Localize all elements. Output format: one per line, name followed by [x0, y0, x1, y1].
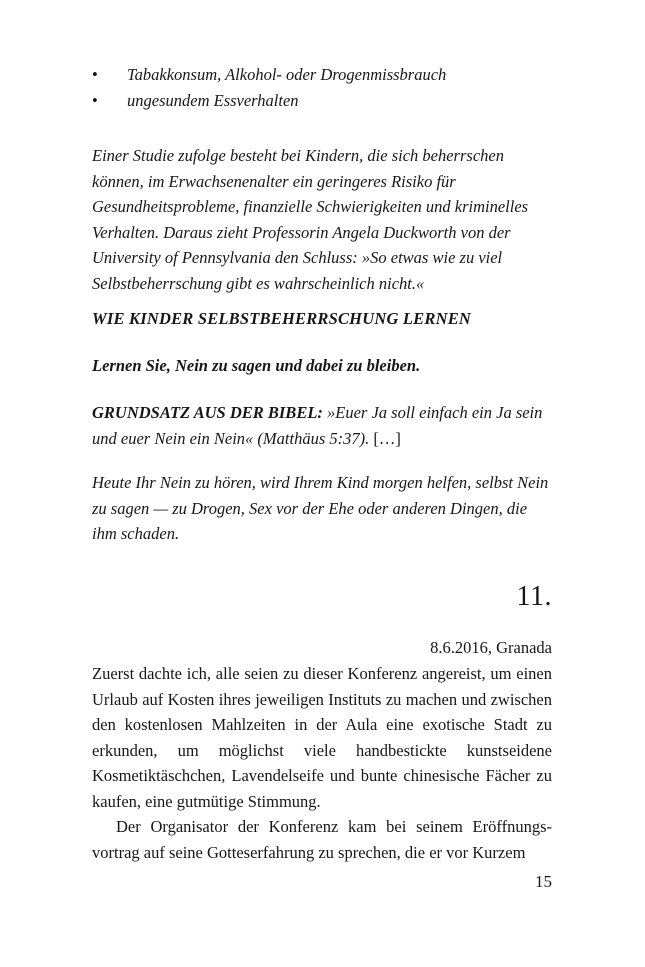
- bullet-list: [92, 62, 552, 113]
- dateline: 8.6.2016, Granada: [430, 638, 552, 657]
- body-paragraph: Der Organisator der Konferenz kam bei seinem Eröffnungsvortrag auf seine Gotteserfahrung zu sprechen, die er vor Kurzem: [92, 817, 552, 862]
- chapter-number: 11.: [516, 581, 552, 612]
- quote-paragraph: Einer Studie zufolge besteht bei Kindern, die sich beherrschen können, im Erwachsenenalter ein geringeres Risiko für Gesundheitsprobleme, finanzielle Schwierigkeiten und kriminelles Verhalten. Daraus zieht Professorin Angela Duckworth von der University of Pennsylvania den Schluss: »So etwas wie zu viel Selbstbeherrschung gibt es wahrscheinlich nicht.«: [92, 146, 529, 293]
- bible-principle-quote: »Euer Ja soll einfach ein Ja sein und euer Nein ein Nein« (Matthäus 5:37).: [92, 403, 543, 448]
- bible-principle: [92, 400, 552, 451]
- closing-paragraph: Heute Ihr Nein zu hören, wird Ihrem Kind morgen helfen, selbst Nein zu sagen — zu Drogen, Sex vor der Ehe oder anderen Dingen, die ihm schaden.: [92, 473, 549, 543]
- bullet-point-icon: •: [92, 65, 98, 84]
- page-number: 15: [535, 872, 552, 891]
- section-heading: WIE KINDER SELBSTBEHERRSCHUNG LERNEN: [92, 309, 472, 328]
- bible-principle-label: GRUNDSATZ AUS DER BIBEL:: [92, 403, 323, 422]
- body-paragraph: Zuerst dachte ich, alle seien zu dieser Konferenz angereist, um einen Urlaub auf Kosten ihres jeweiligen Instituts zu machen und zwischen den kostenlosen Mahlzeiten in der Aula eine exotische Stadt zu erkunden, um möglichst viele handbestickte kunstseidene Kosmetiktäschchen, Lavendelseife und bunte chinesische Fächer zu kaufen, eine gutmütige Stimmung.: [92, 664, 552, 811]
- list-item: [92, 62, 552, 88]
- bullet-point-icon: •: [92, 90, 98, 110]
- lead-line: Lernen Sie, Nein zu sagen und dabei zu bleiben.: [92, 356, 421, 375]
- bible-principle-ellipsis: […]: [373, 428, 401, 448]
- list-item-text: Tabakkonsum, Alkohol- oder Drogenmissbrauch: [127, 65, 447, 84]
- body-text: [92, 661, 552, 865]
- list-item-text: ungesundem Essverhalten: [127, 90, 299, 110]
- list-item: [92, 88, 552, 114]
